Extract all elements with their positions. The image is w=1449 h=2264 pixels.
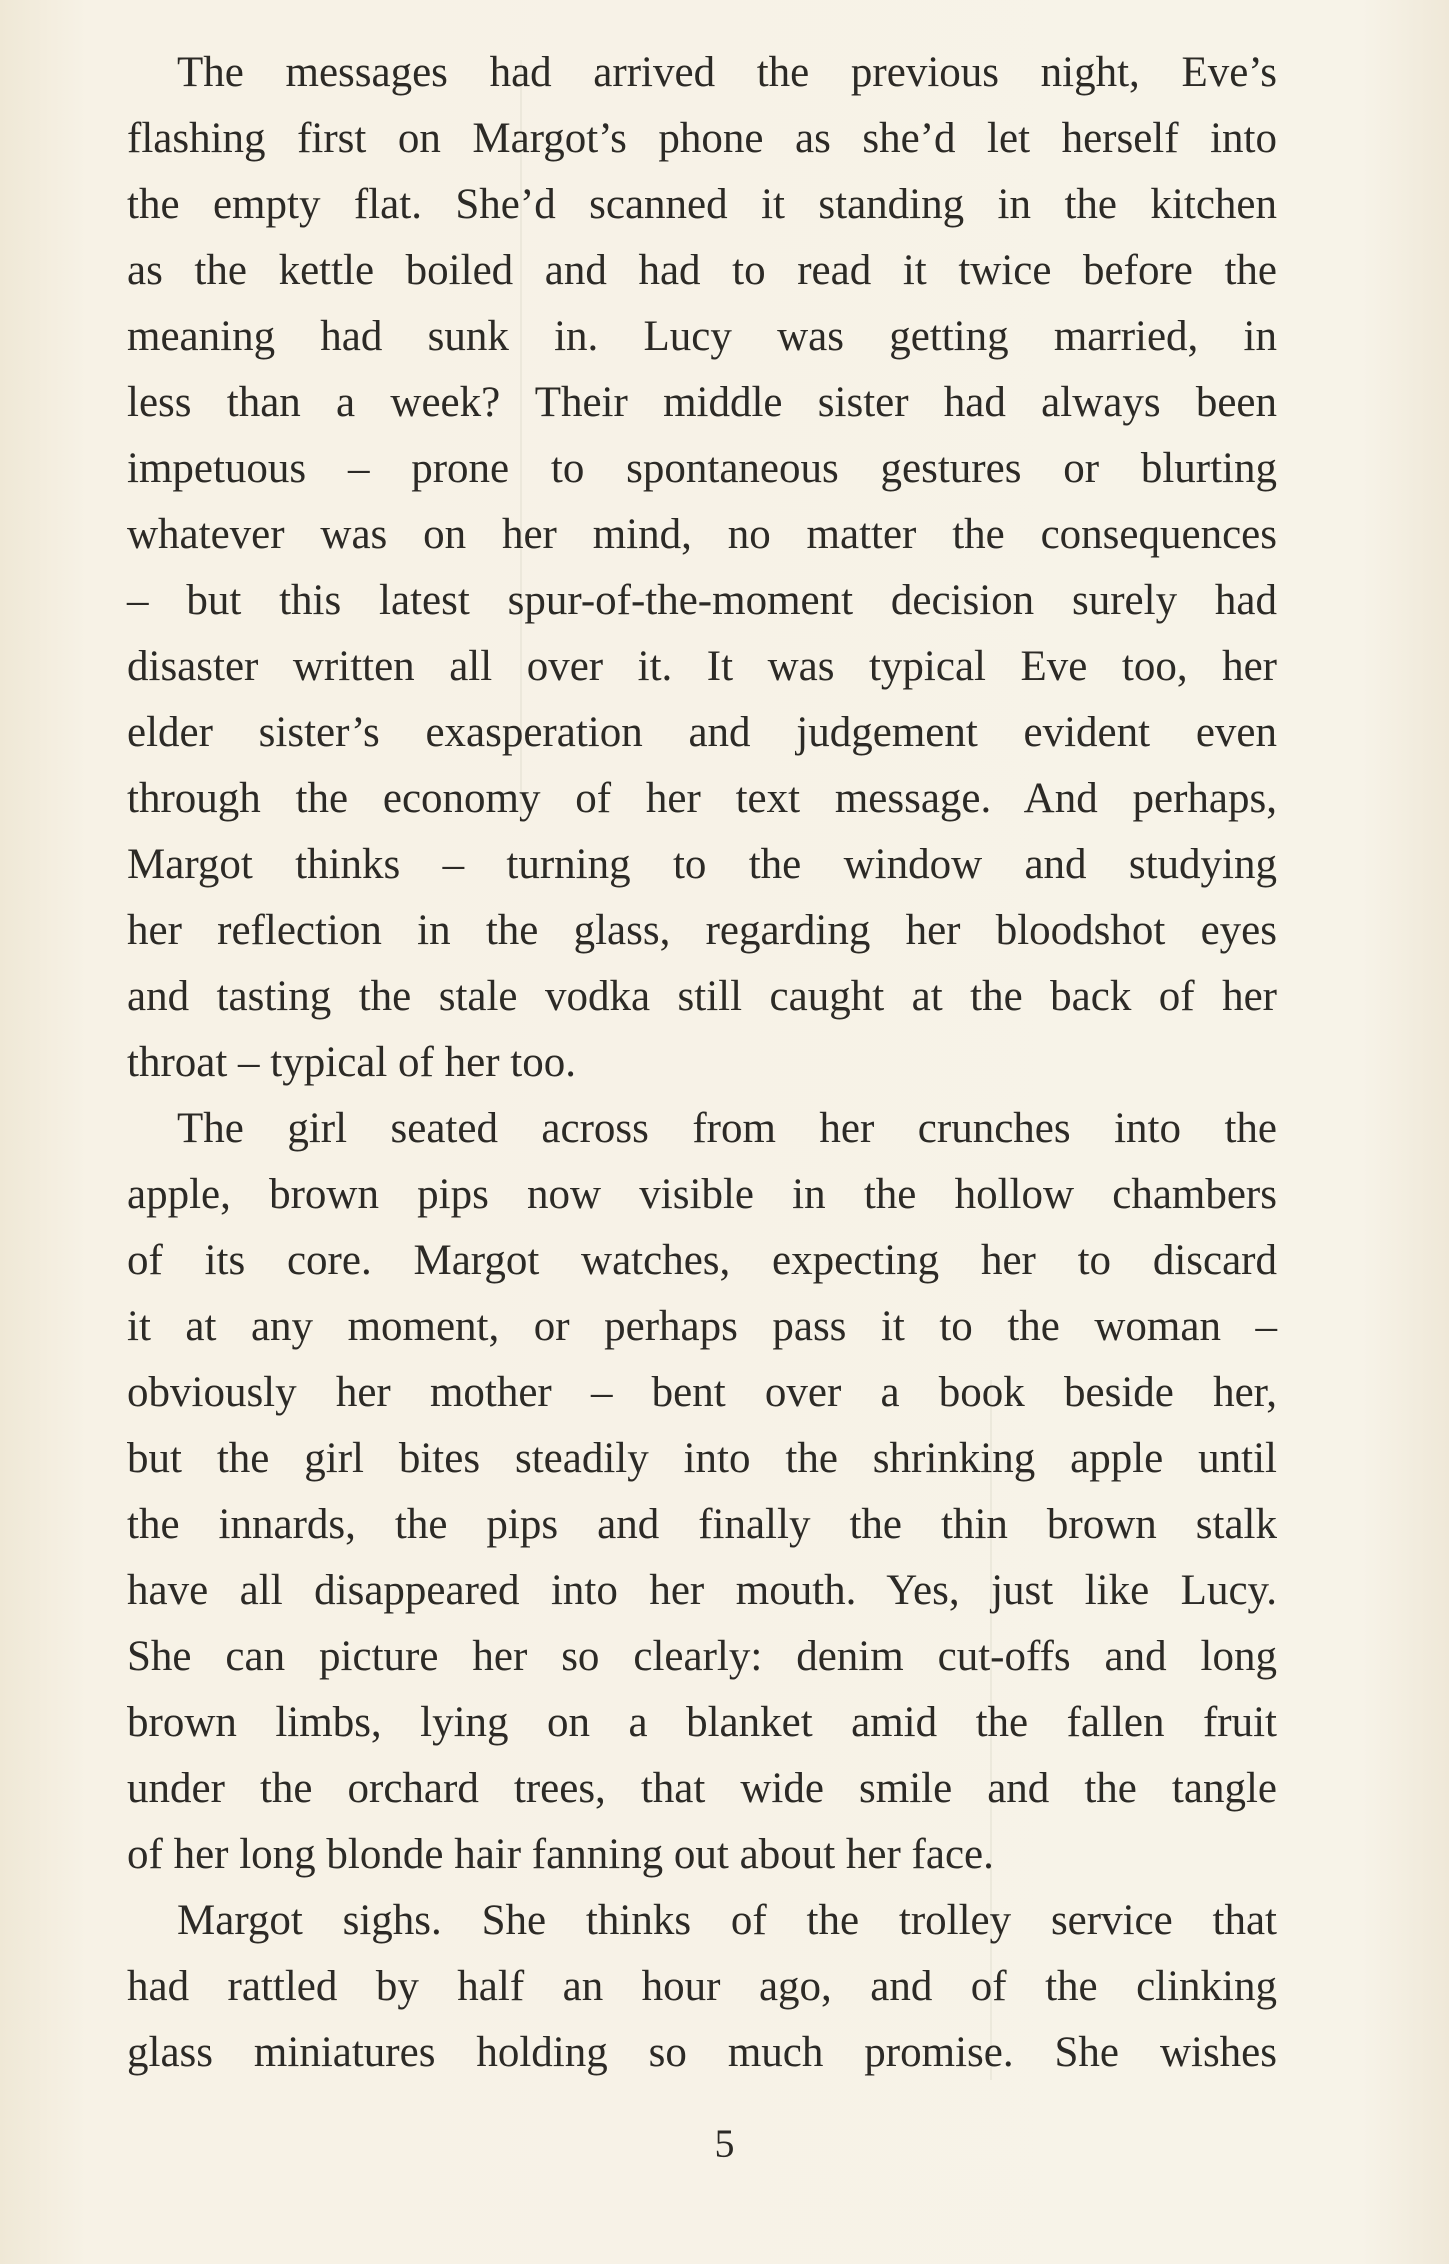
text-line: The girl seated across from her crunches into the (177, 1105, 1277, 1152)
text-line: whatever was on her mind, no matter the consequences (127, 511, 1277, 558)
text-line: Margot thinks – turning to the window and studying (127, 841, 1277, 888)
text-line: had rattled by half an hour ago, and of the clinking (127, 1963, 1277, 2010)
text-line: glass miniatures holding so much promise. She wishes (127, 2029, 1277, 2076)
text-line: brown limbs, lying on a blanket amid the fallen fruit (127, 1699, 1277, 1746)
text-line: obviously her mother – bent over a book beside her, (127, 1369, 1277, 1416)
paragraph (127, 1888, 1277, 2086)
text-line: impetuous – prone to spontaneous gestures or blurting (127, 445, 1277, 492)
text-line: the empty flat. She’d scanned it standing in the kitchen (127, 181, 1277, 228)
text-line: but the girl bites steadily into the shrinking apple until (127, 1435, 1277, 1482)
text-line: apple, brown pips now visible in the hollow chambers (127, 1171, 1277, 1218)
text-line: of its core. Margot watches, expecting her to discard (127, 1237, 1277, 1284)
text-line: through the economy of her text message. And perhaps, (127, 775, 1277, 822)
text-line: – but this latest spur-of-the-moment decision surely had (127, 577, 1277, 624)
text-line: less than a week? Their middle sister had always been (127, 379, 1277, 426)
body-text (127, 40, 1277, 2086)
paragraph (127, 40, 1277, 1096)
text-line: disaster written all over it. It was typical Eve too, her (127, 643, 1277, 690)
text-line: Margot sighs. She thinks of the trolley service that (177, 1897, 1277, 1944)
text-line: under the orchard trees, that wide smile and the tangle (127, 1765, 1277, 1812)
text-line: her reflection in the glass, regarding her bloodshot eyes (127, 907, 1277, 954)
text-line: elder sister’s exasperation and judgement evident even (127, 709, 1277, 756)
text-line: She can picture her so clearly: denim cut-offs and long (127, 1633, 1277, 1680)
text-line: and tasting the stale vodka still caught at the back of her (127, 973, 1277, 1020)
paragraph (127, 1096, 1277, 1888)
page-number: 5 (714, 2121, 735, 2166)
text-line: flashing first on Margot’s phone as she’d let herself into (127, 115, 1277, 162)
text-line: as the kettle boiled and had to read it twice before the (127, 247, 1277, 294)
text-line: throat – typical of her too. (127, 1039, 576, 1086)
text-line: have all disappeared into her mouth. Yes, just like Lucy. (127, 1567, 1277, 1614)
text-line: meaning had sunk in. Lucy was getting married, in (127, 313, 1277, 360)
text-line: of her long blonde hair fanning out about her face. (127, 1831, 994, 1878)
text-line: the innards, the pips and finally the thin brown stalk (127, 1501, 1277, 1548)
text-line: it at any moment, or perhaps pass it to the woman – (127, 1303, 1277, 1350)
text-line: The messages had arrived the previous night, Eve’s (177, 49, 1277, 96)
